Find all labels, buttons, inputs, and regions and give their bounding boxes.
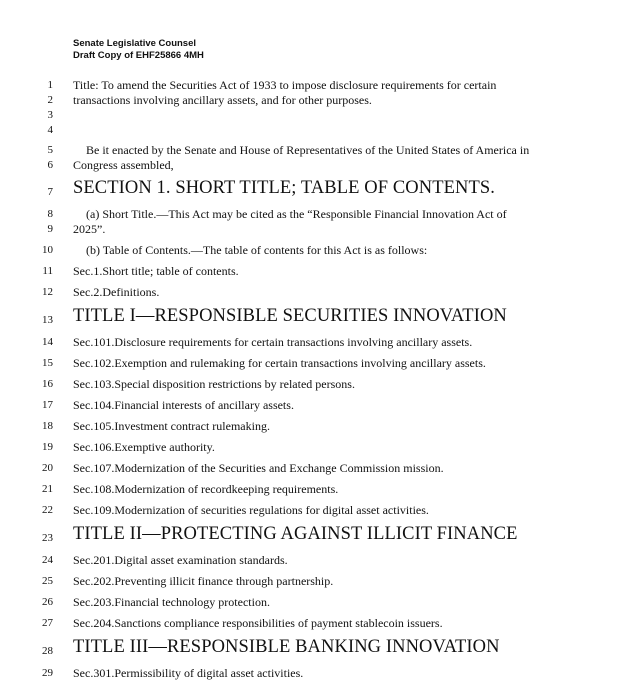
line-number: 21 (42, 483, 53, 495)
heading-text: TITLE II—PROTECTING AGAINST ILLICIT FINANCE (73, 524, 518, 544)
line-number: 5 (47, 144, 53, 156)
line-text: (a) Short Title.—This Act may be cited as the “Responsible Financial Innovation Act of (86, 207, 507, 221)
line-text: Sec.102.Exemption and rulemaking for certain transactions involving ancillary assets. (73, 356, 486, 370)
line-text: 2025”. (73, 222, 106, 236)
line-text: Title: To amend the Securities Act of 1933 to impose disclosure requirements for certain (73, 78, 497, 92)
line-number: 8 (47, 208, 53, 220)
line-text: Sec.201.Digital asset examination standards. (73, 553, 288, 567)
line-text: Sec.301.Permissibility of digital asset activities. (73, 666, 304, 680)
line-number: 15 (42, 357, 53, 369)
line-text: Sec.1.Short title; table of contents. (73, 264, 239, 278)
line-text: Sec.101.Disclosure requirements for certain transactions involving ancillary assets. (73, 335, 473, 349)
line-text: Sec.109.Modernization of securities regulations for digital asset activities. (73, 503, 429, 517)
line-number: 13 (42, 314, 53, 326)
line-text: Congress assembled, (73, 158, 174, 172)
line-number: 26 (42, 596, 53, 608)
line-number: 14 (42, 336, 53, 348)
line-text: Sec.108.Modernization of recordkeeping requirements. (73, 482, 339, 496)
line-text: Sec.103.Special disposition restrictions by related persons. (73, 377, 355, 391)
header-office: Senate Legislative Counsel (73, 38, 197, 49)
line-number: 11 (42, 265, 53, 277)
line-number: 24 (42, 554, 53, 566)
line-text: Sec.2.Definitions. (73, 285, 160, 299)
line-text: Sec.204.Sanctions compliance responsibilities of payment stablecoin issuers. (73, 616, 443, 630)
line-number: 28 (42, 645, 53, 657)
line-number: 6 (47, 159, 53, 171)
line-number: 9 (47, 223, 53, 235)
line-number: 20 (42, 462, 53, 474)
line-text: Sec.203.Financial technology protection. (73, 595, 270, 609)
heading-text: SECTION 1. SHORT TITLE; TABLE OF CONTENTS. (73, 178, 495, 198)
line-number: 2 (47, 94, 53, 106)
heading-text: TITLE I—RESPONSIBLE SECURITIES INNOVATION (73, 306, 507, 326)
header-draft-id: Draft Copy of EHF25866 4MH (73, 50, 204, 61)
line-number: 1 (47, 79, 53, 91)
line-number: 19 (42, 441, 53, 453)
line-number: 3 (47, 109, 53, 121)
line-number: 4 (47, 124, 53, 136)
document-header (73, 38, 204, 62)
line-number: 12 (42, 286, 53, 298)
line-number: 7 (47, 186, 53, 198)
line-text: Sec.105.Investment contract rulemaking. (73, 419, 270, 433)
line-number: 23 (42, 532, 53, 544)
line-text: Be it enacted by the Senate and House of Representatives of the United States of America in (86, 143, 530, 157)
line-text: (b) Table of Contents.—The table of contents for this Act is as follows: (86, 243, 428, 257)
line-number: 22 (42, 504, 53, 516)
line-number: 16 (42, 378, 53, 390)
line-text: Sec.104.Financial interests of ancillary assets. (73, 398, 294, 412)
line-number: 10 (42, 244, 53, 256)
line-number: 17 (42, 399, 53, 411)
heading-text: TITLE III—RESPONSIBLE BANKING INNOVATION (73, 637, 500, 657)
line-number: 18 (42, 420, 53, 432)
line-number: 25 (42, 575, 53, 587)
line-text: Sec.202.Preventing illicit finance through partnership. (73, 574, 334, 588)
line-number: 29 (42, 667, 53, 679)
line-text: Sec.106.Exemptive authority. (73, 440, 215, 454)
line-number: 27 (42, 617, 53, 629)
line-text: transactions involving ancillary assets, and for other purposes. (73, 93, 372, 107)
line-text: Sec.107.Modernization of the Securities and Exchange Commission mission. (73, 461, 444, 475)
